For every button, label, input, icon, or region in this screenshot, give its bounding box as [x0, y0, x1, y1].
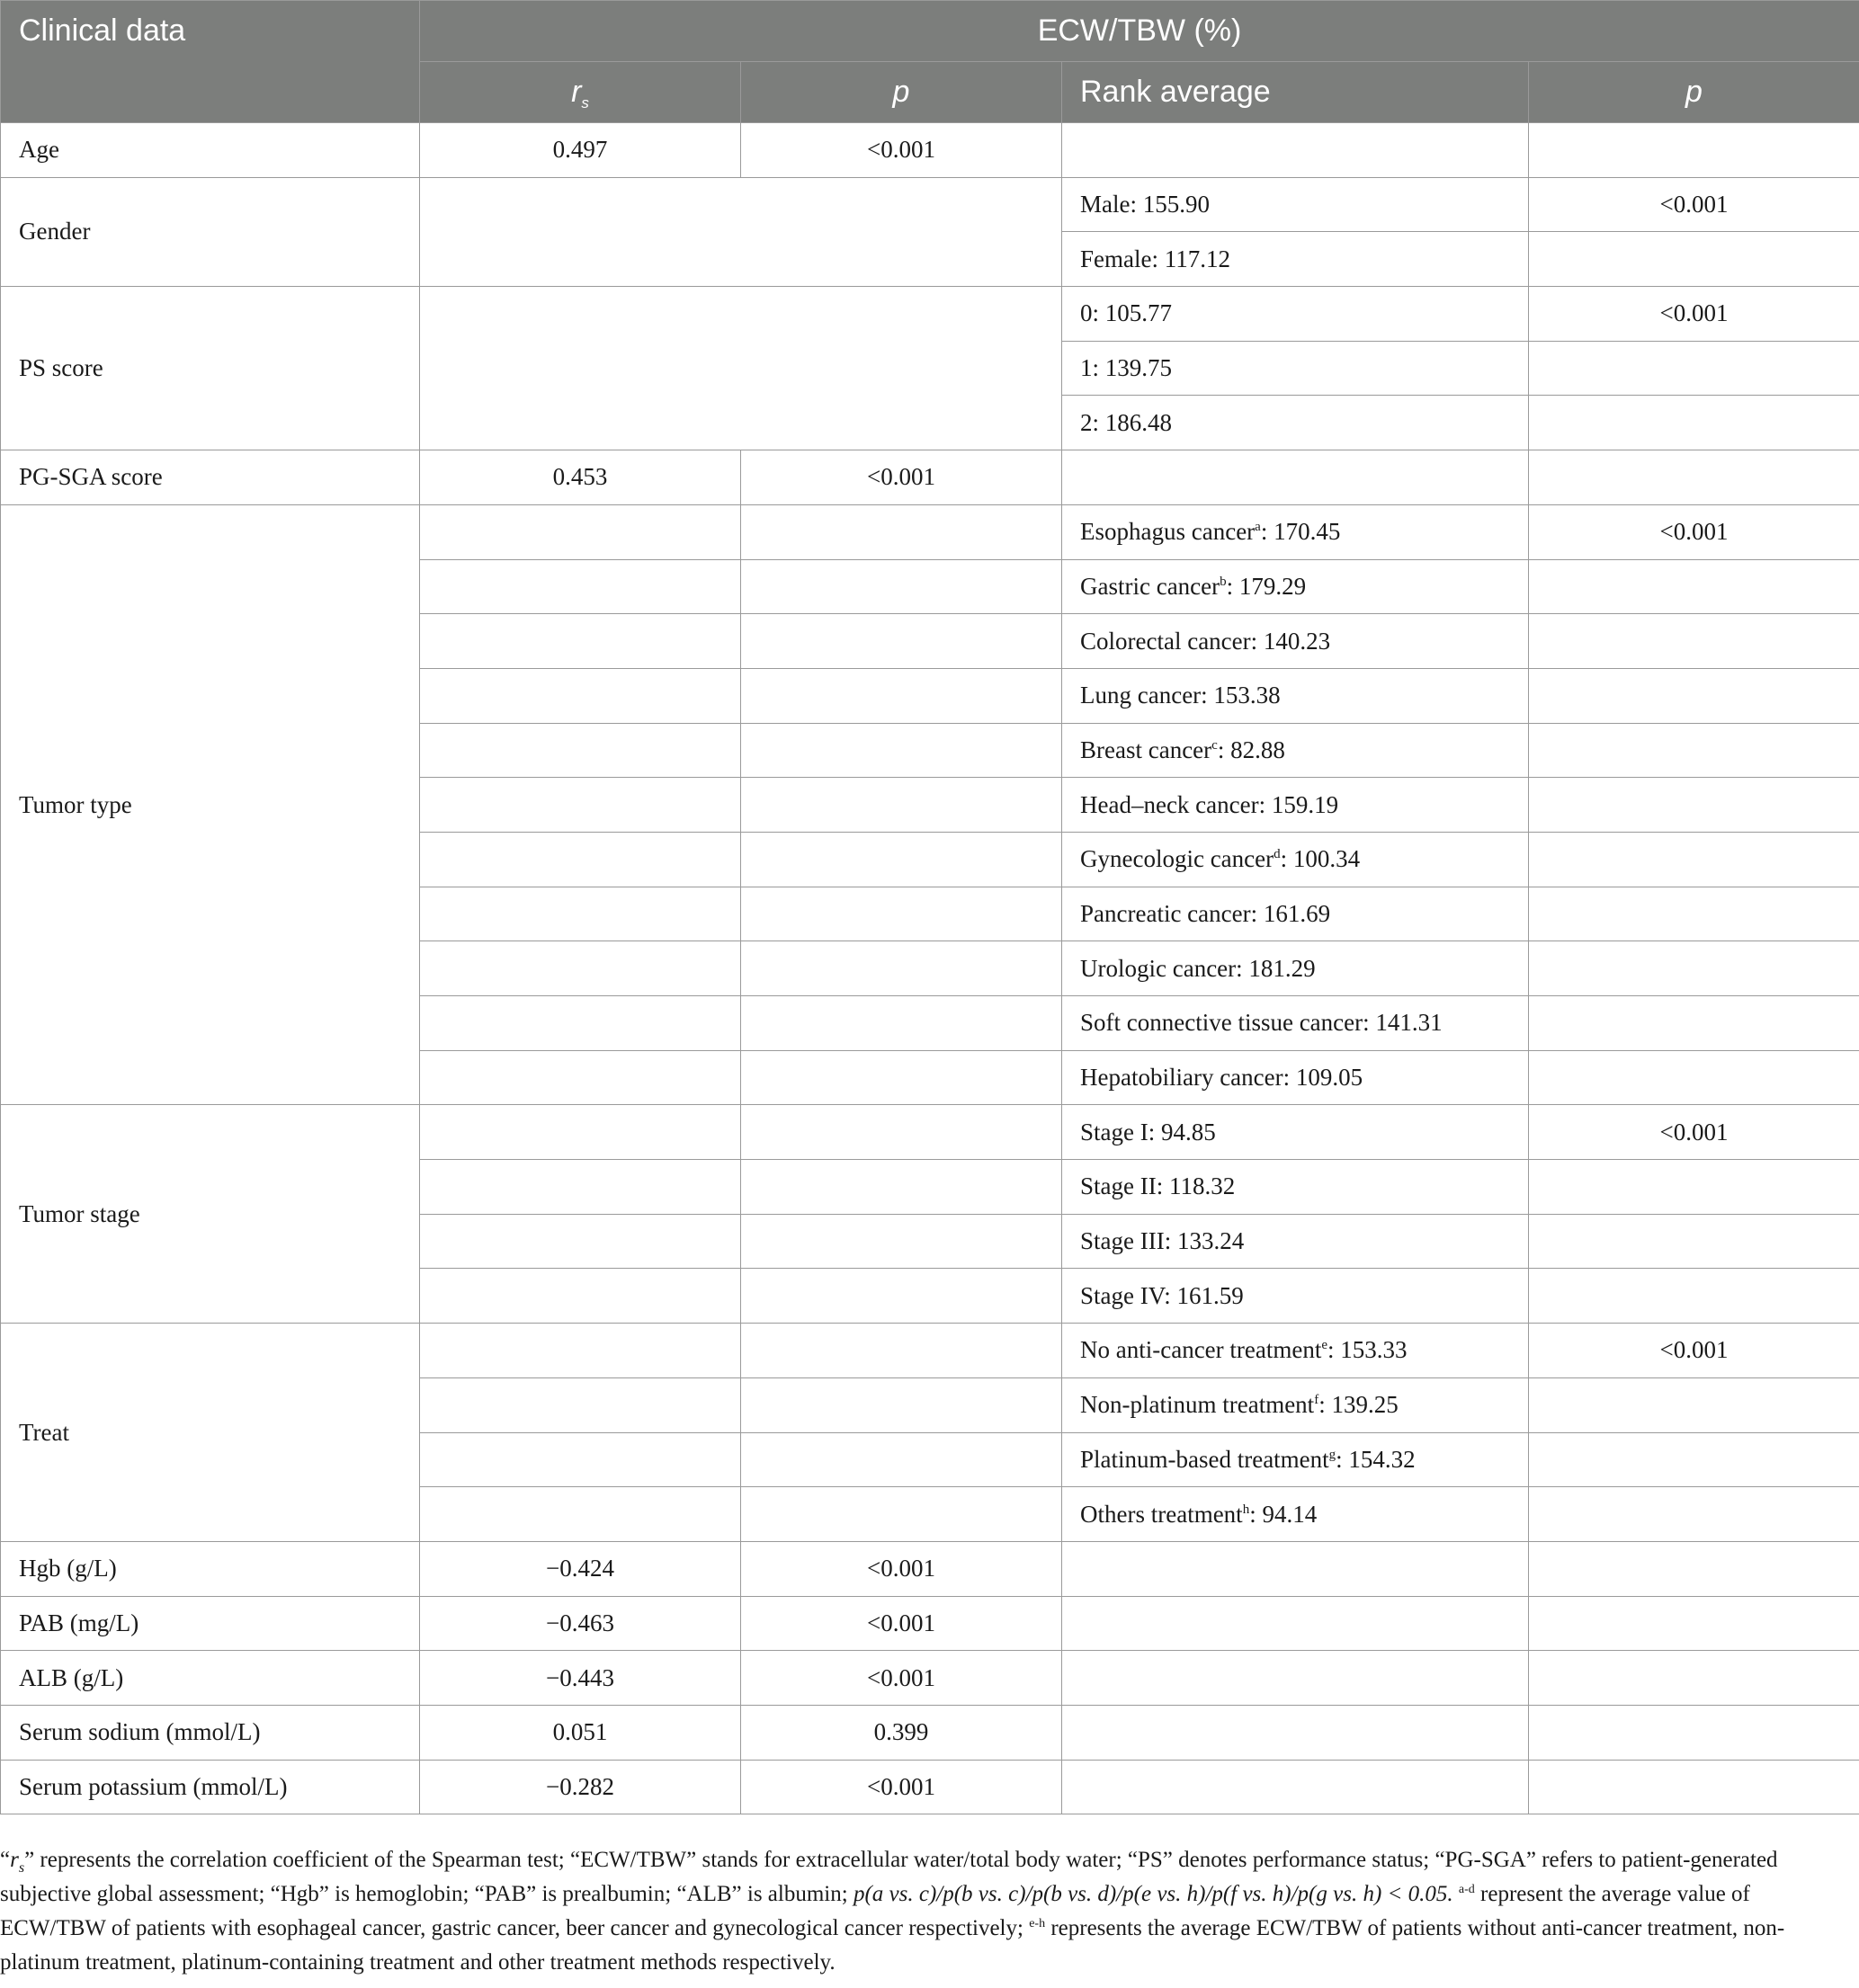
empty-cell: [420, 778, 741, 833]
empty-cell: [741, 1324, 1062, 1378]
empty-cell: [1529, 559, 1859, 614]
empty-cell: [1062, 123, 1529, 178]
rank-value: Female: 117.12: [1062, 232, 1529, 287]
header-clinical-data: Clinical data: [1, 1, 420, 123]
empty-cell: [420, 723, 741, 778]
empty-cell: [420, 887, 741, 941]
empty-cell: [1529, 1377, 1859, 1432]
table-row: [1, 1105, 1859, 1160]
empty-cell: [420, 1377, 741, 1432]
rs-value: −0.463: [420, 1596, 741, 1651]
empty-cell: [741, 668, 1062, 723]
table-row: [1, 450, 1859, 505]
empty-cell: [741, 1050, 1062, 1105]
rs-value: 0.453: [420, 450, 741, 505]
row-label: PS score: [1, 287, 420, 450]
rank-value: Male: 155.90: [1062, 177, 1529, 232]
p-value: <0.001: [741, 1760, 1062, 1814]
rs-value: 0.497: [420, 123, 741, 178]
rank-value: Soft connective tissue cancer: 141.31: [1062, 996, 1529, 1051]
empty-cell: [420, 1050, 741, 1105]
empty-cell: [741, 832, 1062, 887]
empty-cell: [420, 504, 741, 559]
empty-cell: [741, 1377, 1062, 1432]
empty-cell: [1529, 723, 1859, 778]
empty-cell: [1529, 396, 1859, 450]
empty-cell: [1529, 1050, 1859, 1105]
rank-value: Breast cancer$^c$: 82.88: [1062, 723, 1529, 778]
empty-cell: [1529, 668, 1859, 723]
row-label: Treat: [1, 1324, 420, 1542]
p-value: <0.001: [741, 1651, 1062, 1706]
rank-value: Gastric cancer$^b$: 179.29: [1062, 559, 1529, 614]
empty-cell: [741, 1487, 1062, 1542]
empty-cell: [420, 1324, 741, 1378]
empty-cell: [1529, 1541, 1859, 1596]
header-rank-average: Rank average: [1062, 62, 1529, 123]
empty-cell: [1062, 1596, 1529, 1651]
row-label: PG-SGA score: [1, 450, 420, 505]
empty-cell: [1529, 341, 1859, 396]
empty-cell: [420, 1105, 741, 1160]
rank-value: 2: 186.48: [1062, 396, 1529, 450]
empty-cell: [420, 668, 741, 723]
p-value: <0.001: [741, 123, 1062, 178]
empty-cell: [741, 1269, 1062, 1324]
row-label: Hgb (g/L): [1, 1541, 420, 1596]
rs-value: 0.051: [420, 1705, 741, 1760]
rank-value: Platinum-based treatment$^g$: 154.32: [1062, 1432, 1529, 1487]
empty-cell: [1529, 1651, 1859, 1706]
empty-cell: [741, 1160, 1062, 1215]
rank-value: Head–neck cancer: 159.19: [1062, 778, 1529, 833]
table-row: [1, 287, 1859, 342]
empty-cell: [1529, 614, 1859, 669]
p-value: <0.001: [1529, 287, 1859, 342]
rank-value: 0: 105.77: [1062, 287, 1529, 342]
rank-value: Lung cancer: 153.38: [1062, 668, 1529, 723]
p-value: 0.399: [741, 1705, 1062, 1760]
row-label: Gender: [1, 177, 420, 286]
empty-cell: [741, 996, 1062, 1051]
p-value: <0.001: [741, 450, 1062, 505]
empty-cell: [1529, 1269, 1859, 1324]
rs-value: −0.424: [420, 1541, 741, 1596]
header-row-1: [1, 1, 1859, 62]
empty-cell: [420, 614, 741, 669]
row-label: Serum sodium (mmol/L): [1, 1705, 420, 1760]
empty-cell: [1529, 1596, 1859, 1651]
p-value: <0.001: [1529, 1324, 1859, 1378]
table-footnote: “$r_s$” represents the correlation coefficient of the Spearman test; “ECW/TBW” stands for extracellular water/total body water; “PS” denotes performance status; “PG-SGA” refers to patient-generated subjective global assessment; “Hgb” is hemoglobin; “PAB” is prealbumin; “ALB” is albumin; p(a vs. c)/p(b vs. c)/p(b vs. d)/p(e vs. h)/p(f vs. h)/p(g vs. h) < 0.05. $^{a-d}$ represent the average value of ECW/TBW of patients with esophageal cancer, gastric cancer, beer cancer and gynecological cancer respectively; $^{e-h}$ represents the average ECW/TBW of patients without anti-cancer treatment, non-platinum treatment, platinum-containing treatment and other treatment methods respectively.: [0, 1848, 1785, 1975]
rank-value: 1: 139.75: [1062, 341, 1529, 396]
empty-cell: [420, 1269, 741, 1324]
rank-value: Esophagus cancer$^a$: 170.45: [1062, 504, 1529, 559]
rank-value: Pancreatic cancer: 161.69: [1062, 887, 1529, 941]
empty-cell: [741, 941, 1062, 996]
row-label: ALB (g/L): [1, 1651, 420, 1706]
empty-cell: [420, 1160, 741, 1215]
empty-cell: [1529, 832, 1859, 887]
row-label: Tumor type: [1, 504, 420, 1105]
empty-cell: [1062, 1760, 1529, 1814]
table-row: [1, 504, 1859, 559]
empty-cell: [1529, 232, 1859, 287]
rank-value: No anti-cancer treatment$^e$: 153.33: [1062, 1324, 1529, 1378]
row-label: PAB (mg/L): [1, 1596, 420, 1651]
empty-cell: [1529, 996, 1859, 1051]
empty-cell: [420, 1432, 741, 1487]
rank-value: Stage II: 118.32: [1062, 1160, 1529, 1215]
empty-cell: [420, 996, 741, 1051]
row-label: Serum potassium (mmol/L): [1, 1760, 420, 1814]
rs-value: −0.443: [420, 1651, 741, 1706]
header-rs: $r_s$: [420, 62, 741, 123]
empty-cell: [1529, 1487, 1859, 1542]
rank-value: Stage I: 94.85: [1062, 1105, 1529, 1160]
empty-cell: [741, 887, 1062, 941]
empty-cell: [1529, 450, 1859, 505]
empty-cell: [741, 778, 1062, 833]
empty-cell: [1529, 941, 1859, 996]
row-label: Age: [1, 123, 420, 178]
empty-cell: [420, 559, 741, 614]
empty-cell: [1529, 778, 1859, 833]
empty-cell: [420, 941, 741, 996]
empty-cell: [420, 1214, 741, 1269]
header-ecw-tbw: ECW/TBW (%): [420, 1, 1859, 62]
empty-cell: [1529, 887, 1859, 941]
rank-value: Non-platinum treatment$^f$: 139.25: [1062, 1377, 1529, 1432]
rank-value: Stage IV: 161.59: [1062, 1269, 1529, 1324]
rank-value: Urologic cancer: 181.29: [1062, 941, 1529, 996]
empty-cell: [741, 1432, 1062, 1487]
empty-cell: [741, 723, 1062, 778]
rank-value: Others treatment$^h$: 94.14: [1062, 1487, 1529, 1542]
p-value: <0.001: [741, 1596, 1062, 1651]
table-row: [1, 1651, 1859, 1706]
empty-cell: [741, 1105, 1062, 1160]
p-value: <0.001: [1529, 177, 1859, 232]
rs-value: −0.282: [420, 1760, 741, 1814]
empty-cell: [420, 1487, 741, 1542]
table-row: [1, 1596, 1859, 1651]
empty-cell: [1062, 450, 1529, 505]
empty-cell: [1062, 1705, 1529, 1760]
empty-cell: [420, 287, 1062, 450]
table-row: [1, 1705, 1859, 1760]
empty-cell: [420, 177, 1062, 286]
empty-cell: [741, 559, 1062, 614]
rank-value: Hepatobiliary cancer: 109.05: [1062, 1050, 1529, 1105]
table-row: [1, 123, 1859, 178]
rank-value: Stage III: 133.24: [1062, 1214, 1529, 1269]
empty-cell: [1529, 1705, 1859, 1760]
row-label: Tumor stage: [1, 1105, 420, 1324]
p-value: <0.001: [1529, 504, 1859, 559]
empty-cell: [741, 504, 1062, 559]
table-row: [1, 1324, 1859, 1378]
table-row: [1, 177, 1859, 232]
empty-cell: [741, 614, 1062, 669]
rank-value: Colorectal cancer: 140.23: [1062, 614, 1529, 669]
rank-value: Gynecologic cancer$^d$: 100.34: [1062, 832, 1529, 887]
empty-cell: [1529, 1760, 1859, 1814]
empty-cell: [1529, 1432, 1859, 1487]
p-value: <0.001: [741, 1541, 1062, 1596]
table-row: [1, 1541, 1859, 1596]
header-p-correlation: p: [741, 62, 1062, 123]
p-value: <0.001: [1529, 1105, 1859, 1160]
empty-cell: [741, 1214, 1062, 1269]
table-row: [1, 1760, 1859, 1814]
empty-cell: [1062, 1651, 1529, 1706]
empty-cell: [420, 832, 741, 887]
empty-cell: [1062, 1541, 1529, 1596]
empty-cell: [1529, 1160, 1859, 1215]
empty-cell: [1529, 123, 1859, 178]
header-p-rank: p: [1529, 62, 1859, 123]
empty-cell: [1529, 1214, 1859, 1269]
